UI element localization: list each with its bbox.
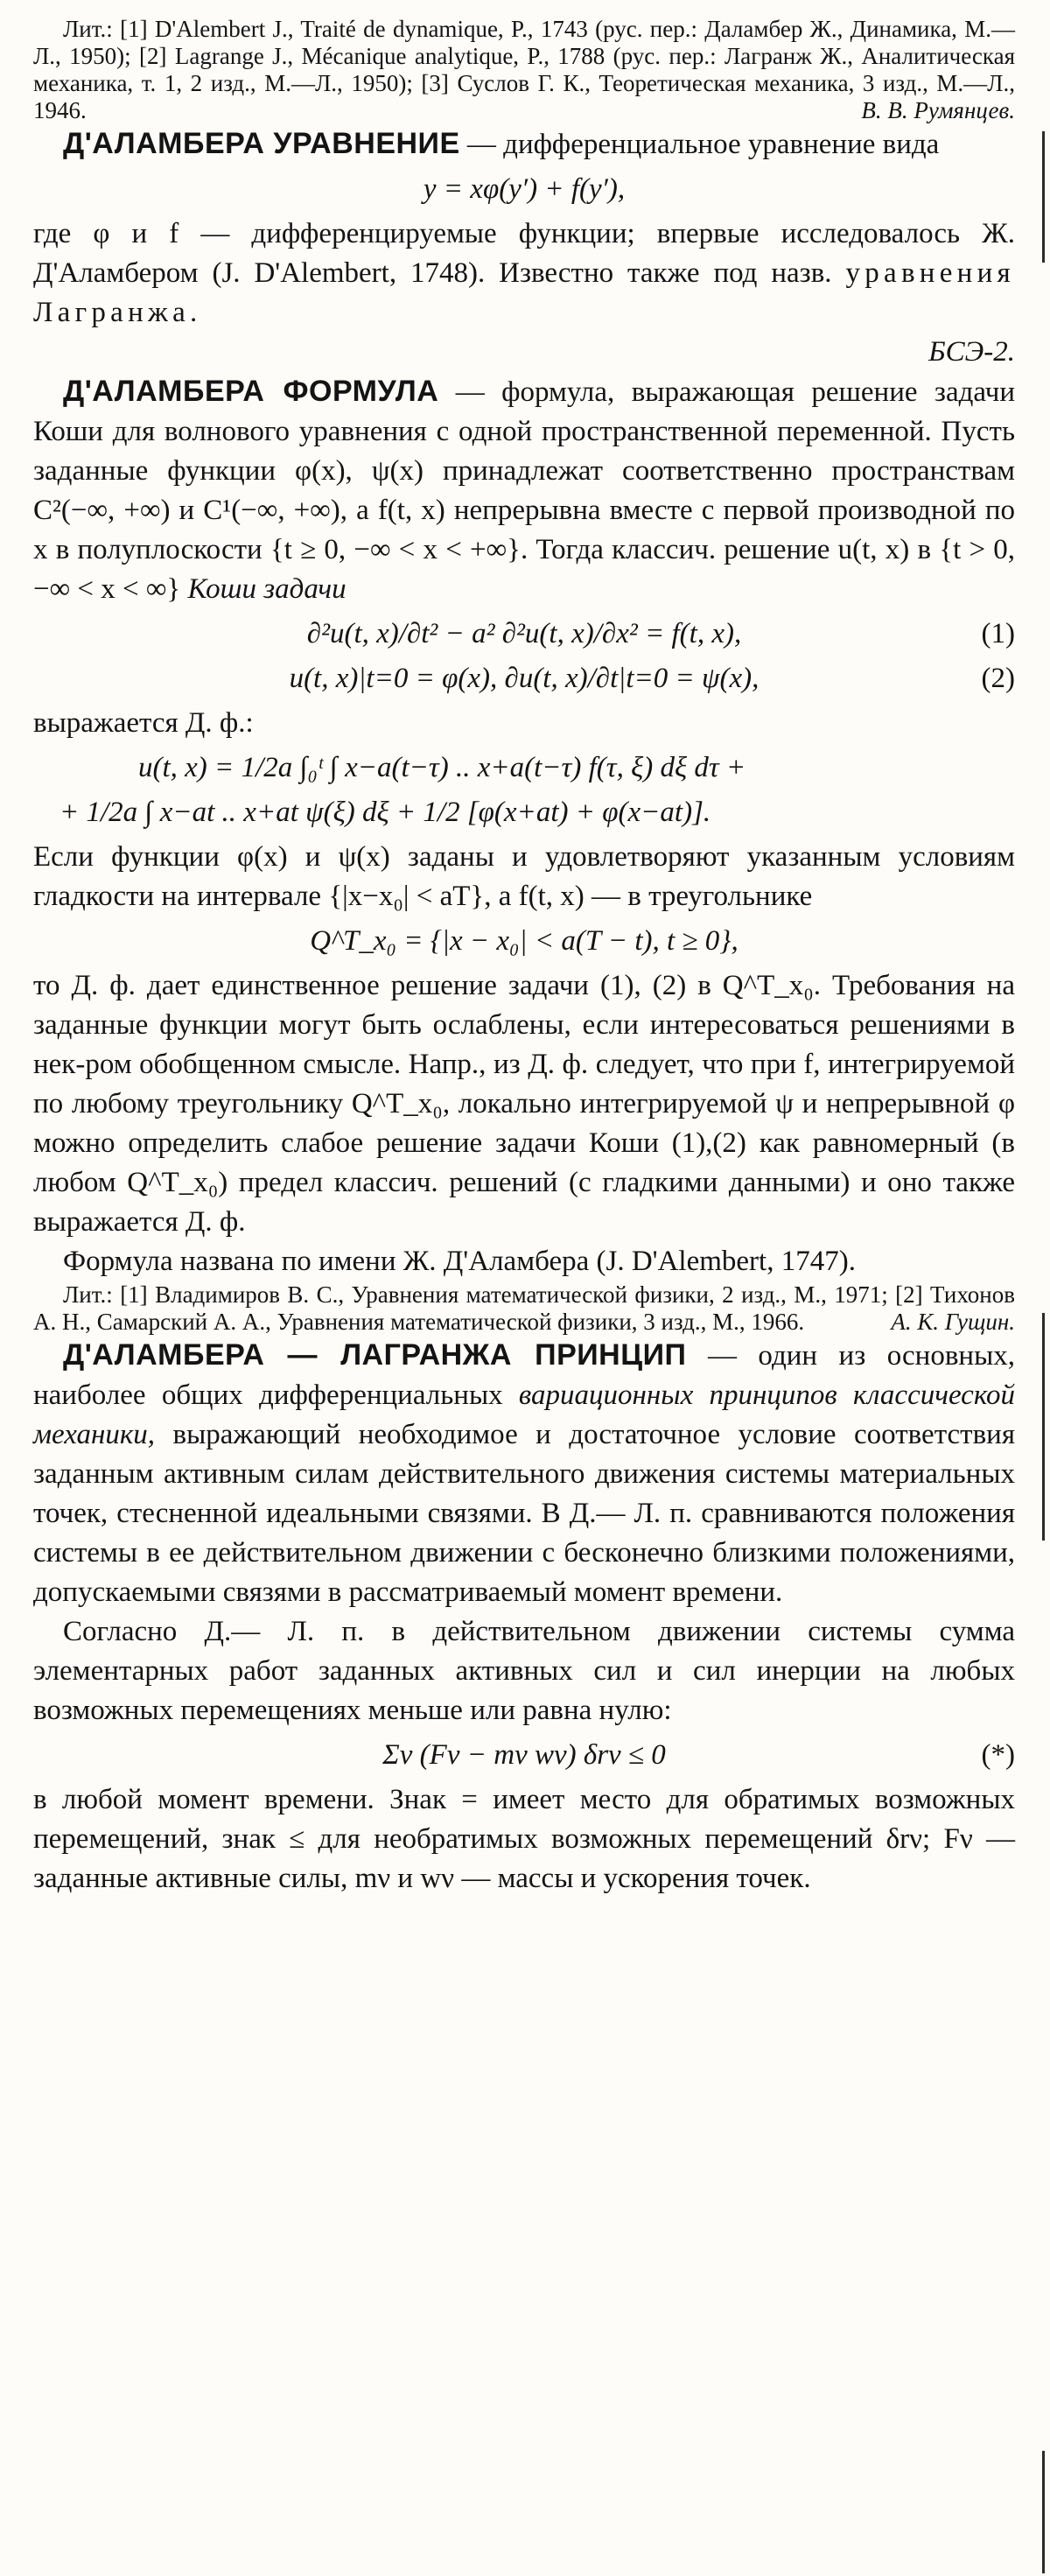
headword: Д'АЛАМБЕРА ФОРМУЛА [63,375,439,408]
equation-number: (*) [981,1739,1015,1771]
cross-reference-link[interactable]: вариационных принципов классической механики, [33,1379,1016,1450]
equation-3-line-1 [33,748,1015,788]
column-rule [1042,2451,1045,2573]
entry-text-block [33,704,1015,743]
entry-text-block [33,838,1015,916]
spaced-term: уравнения Лагранжа. [33,257,1016,328]
entry-text: — один из основных, наиболее общих дифференциальных [33,1340,1015,1411]
entry-text-block [33,1242,1015,1281]
entry-text: выражается Д. ф.: [33,707,254,739]
equation-number: (2) [981,663,1015,694]
entry-text-block [33,966,1015,1242]
equation-text: u(t, x)|t=0 = φ(x), ∂u(t, x)/∂t|t=0 = ψ(x), [289,663,760,694]
headword: Д'АЛАМБЕРА УРАВНЕНИЕ [63,127,460,160]
equation-4 [33,922,1015,961]
reference-text: Лит.: [1] D'Alembert J., Traité de dynamique, P., 1743 (рус. пер.: Даламбер Ж., Динамика, М.—Л., 1950); [2] Lagrange J., Mécanique analytique, P., 1788 (рус. пер.: Лагранж Ж., Аналитическая механика, т. 1, 2 изд., М.—Л., 1950); [3] Суслов Г. К., Теоретическая механика, 3 изд., М.—Л., 1946. [33,16,1015,123]
equation-text: + 1/2a ∫ x−at .. x+at ψ(ξ) dξ + 1/2 [φ(x+at) + φ(x−at)]. [60,797,711,828]
column-rule [1042,1313,1045,1541]
entry-text-block [33,1612,1015,1730]
equation-3-line-2 [33,793,1015,832]
equation-text: Q^T_x₀ = {|x − x₀| < a(T − t), t ≥ 0}, [310,925,738,957]
entry-text: — формула, выражающая решение задачи Коши для волнового уравнения с одной пространственной переменной. Пусть заданные функции φ(x), ψ(x) принадлежат соответственно пространствам C²(−∞, +∞) и C¹(−∞, +∞), а f(t, x) непрерывна вместе с первой производной по x в полуплоскости {t ≥ 0, −∞ < x < +∞}. Тогда классич. решение u(t, x) в {t > 0, −∞ < x < ∞} [33,376,1015,605]
equation-text: Σν (Fν − mν wν) δrν ≤ 0 [382,1739,666,1771]
entry-text: Если функции φ(x) и ψ(x) заданы и удовлетворяют указанным условиям гладкости на интервале {|x−x₀| < aT}, а f(t, x) — в треугольнике [33,841,1015,912]
entry-dalembert-formula [33,372,1015,609]
entry-text-block [33,214,1015,333]
equation-text: u(t, x) = 1/2a ∫₀ᵗ ∫ x−a(t−τ) .. x+a(t−τ) f(τ, ξ) dξ dτ + [138,752,746,783]
equation-2 [33,659,1015,698]
formula-text: y = xφ(y′) + f(y′), [423,173,626,205]
author-signature: А. К. Гущин. [891,1309,1015,1335]
equation-text: ∂²u(t, x)/∂t² − a² ∂²u(t, x)/∂x² = f(t, x), [306,618,742,649]
cross-reference-link[interactable]: Коши задачи [187,573,346,605]
headword: Д'АЛАМБЕРА — ЛАГРАНЖА ПРИНЦИП [63,1338,687,1372]
author-signature: В. В. Румянцев. [861,97,1015,123]
reference-list [33,1281,1015,1336]
equation-star [33,1736,1015,1775]
entry-text: то Д. ф. дает единственное решение задачи (1), (2) в Q^T_x₀. Требования на заданные функции могут быть ослаблены, если интересоваться решениями в нек-ром обобщенном смысле. Напр., из Д. ф. следует, что при f, интегрируемой по любому треугольнику Q^T_x₀, локально интегрируемой ψ и непрерывной φ можно определить слабое решение задачи Коши (1),(2) как равномерный (в любом Q^T_x₀) предел классич. решений (с гладкими данными) и оно также выражается Д. ф. [33,970,1015,1238]
entry-text: выражающий необходимое и достаточное условие соответствия заданным активным силам действительного движения системы материальных точек, стесненной идеальными связями. В Д.— Л. п. сравниваются положения системы в ее действительном движении с бесконечно близкими положениями, допускаемыми связями в рассматриваемый момент времени. [33,1419,1016,1608]
author-signature: БСЭ-2. [928,336,1015,368]
entry-dalembert-equation [33,124,1015,165]
formula [33,170,1015,209]
equation-1 [33,614,1015,654]
column-rule [1042,131,1045,263]
entry-text: в любой момент времени. Знак = имеет место для обратимых возможных перемещений, знак ≤ для необратимых возможных перемещений δrν; Fν — заданные активные силы, mν и wν — массы и ускорения точек. [33,1784,1015,1894]
entry-text: Формула названа по имени Ж. Д'Аламбера (J. D'Alembert, 1747). [63,1246,856,1277]
reference-text: Лит.: [1] Владимиров В. С., Уравнения математической физики, 2 изд., М., 1971; [2] Тихонов А. Н., Самарский А. А., Уравнения математической физики, 3 изд., М., 1966. [33,1281,1015,1335]
entry-text-block [33,1780,1015,1899]
reference-list [33,16,1015,124]
entry-text: где φ и f — дифференцируемые функции; впервые исследовалось Ж. Д'Аламбером (J. D'Alembert, 1748). Известно также под назв. [33,218,1015,289]
entry-text: Согласно Д.— Л. п. в действительном движении системы сумма элементарных работ заданных активных сил и сил инерции на любых возможных перемещениях меньше или равна нулю: [33,1616,1015,1726]
entry-dalembert-lagrange-principle [33,1336,1015,1612]
entry-text: — дифференциальное уравнение вида [466,129,940,160]
equation-number: (1) [981,618,1015,649]
